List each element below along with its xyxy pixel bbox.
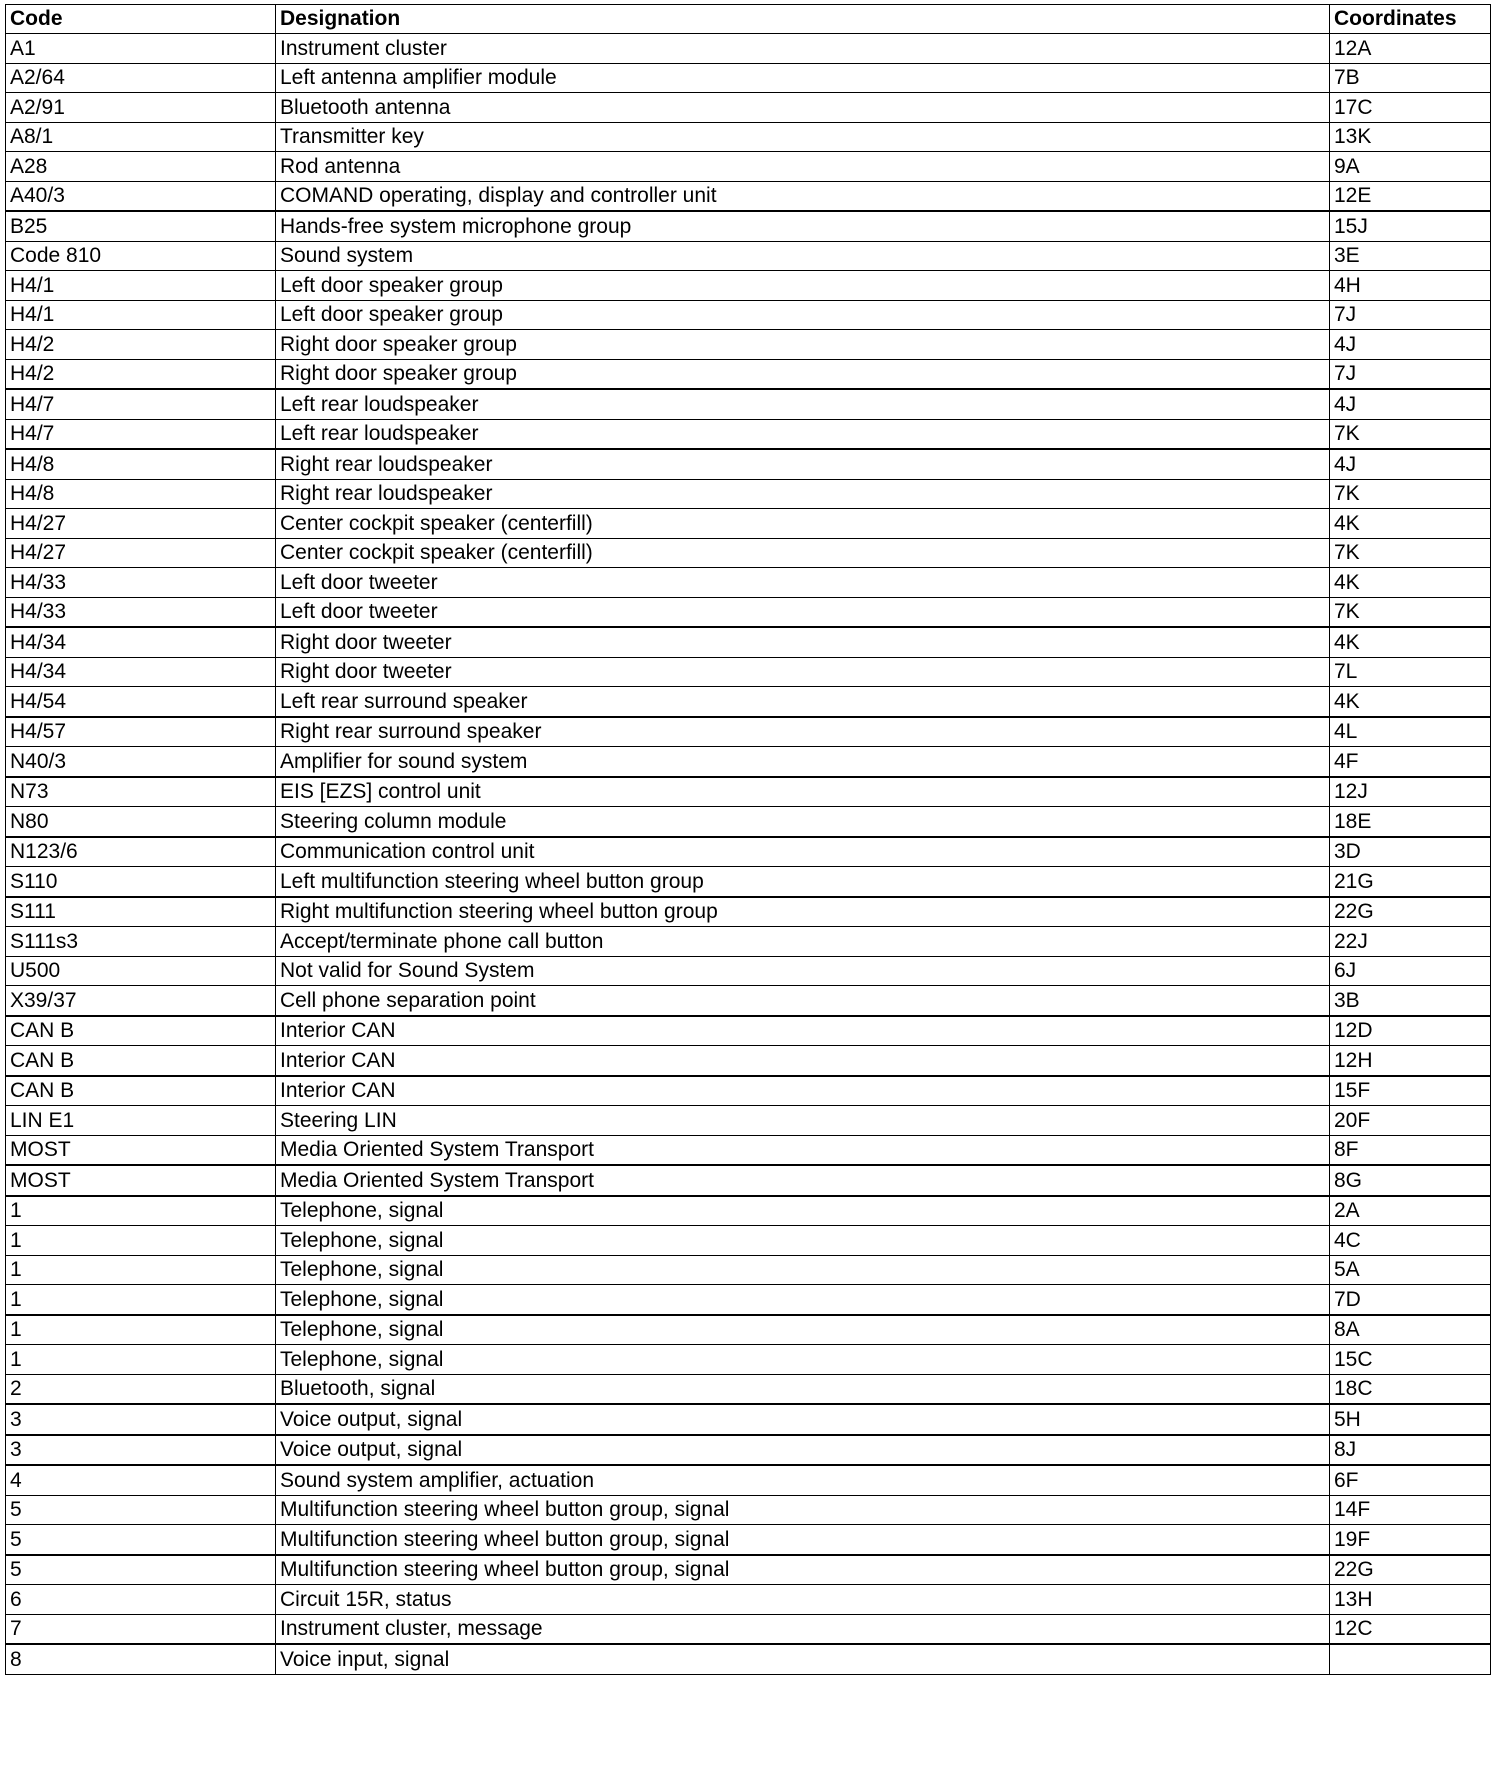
cell-coordinates: 3B [1330,986,1491,1016]
cell-designation: Transmitter key [276,122,1330,152]
cell-coordinates: 13H [1330,1585,1491,1615]
cell-coordinates: 4L [1330,717,1491,747]
table-row [6,449,1491,479]
cell-designation: Center cockpit speaker (centerfill) [276,509,1330,539]
table-row [6,34,1491,64]
table-row [6,1644,1491,1674]
table-row [6,1404,1491,1435]
cell-code: MOST [6,1165,276,1196]
cell-designation: Left door tweeter [276,597,1330,627]
cell-designation: Right rear surround speaker [276,717,1330,747]
cell-code: 1 [6,1345,276,1375]
table-row [6,93,1491,123]
cell-code: X39/37 [6,986,276,1016]
cell-code: 7 [6,1614,276,1644]
table-row [6,1345,1491,1375]
cell-designation: Right door tweeter [276,657,1330,687]
cell-designation: Bluetooth antenna [276,93,1330,123]
cell-coordinates: 20F [1330,1106,1491,1136]
cell-designation: Rod antenna [276,152,1330,182]
table-row [6,1585,1491,1615]
cell-coordinates: 3E [1330,241,1491,271]
cell-coordinates: 4K [1330,509,1491,539]
cell-code: H4/7 [6,419,276,449]
cell-designation: Steering LIN [276,1106,1330,1136]
cell-coordinates: 8A [1330,1315,1491,1345]
cell-code: S111s3 [6,927,276,957]
cell-code: CAN B [6,1016,276,1046]
cell-code: H4/2 [6,359,276,389]
cell-designation: COMAND operating, display and controller unit [276,181,1330,211]
cell-coordinates: 22G [1330,1555,1491,1585]
cell-coordinates: 7K [1330,479,1491,509]
table-row [6,181,1491,211]
cell-coordinates: 14F [1330,1495,1491,1525]
cell-designation: Not valid for Sound System [276,956,1330,986]
cell-code: H4/27 [6,538,276,568]
cell-coordinates: 5A [1330,1255,1491,1285]
table-row [6,687,1491,717]
cell-designation: Left antenna amplifier module [276,63,1330,93]
cell-coordinates: 12H [1330,1046,1491,1076]
table-row [6,211,1491,241]
cell-designation: Left door tweeter [276,568,1330,598]
cell-code: LIN E1 [6,1106,276,1136]
table-row [6,837,1491,867]
table-row [6,1315,1491,1345]
cell-designation: Accept/terminate phone call button [276,927,1330,957]
cell-designation: Communication control unit [276,837,1330,867]
cell-coordinates: 7D [1330,1285,1491,1315]
cell-coordinates: 22J [1330,927,1491,957]
header-row [6,5,1491,34]
cell-code: N123/6 [6,837,276,867]
cell-coordinates: 15C [1330,1345,1491,1375]
cell-coordinates: 4K [1330,687,1491,717]
table-row [6,241,1491,271]
table-row [6,807,1491,837]
cell-coordinates: 12E [1330,181,1491,211]
cell-coordinates: 18E [1330,807,1491,837]
cell-coordinates: 4J [1330,330,1491,360]
table-row [6,986,1491,1016]
cell-code: H4/1 [6,300,276,330]
table-row [6,867,1491,897]
cell-code: Code 810 [6,241,276,271]
cell-coordinates: 12D [1330,1016,1491,1046]
cell-coordinates: 21G [1330,867,1491,897]
table-body [6,34,1491,1675]
table-row [6,1495,1491,1525]
cell-code: 2 [6,1374,276,1404]
cell-designation: Right multifunction steering wheel button group [276,897,1330,927]
cell-code: A2/64 [6,63,276,93]
header-designation: Designation [276,5,1330,34]
cell-code: 1 [6,1255,276,1285]
cell-coordinates: 6J [1330,956,1491,986]
cell-coordinates: 7K [1330,538,1491,568]
cell-code: H4/1 [6,271,276,301]
table-row [6,271,1491,301]
cell-coordinates: 7J [1330,300,1491,330]
cell-designation: Instrument cluster, message [276,1614,1330,1644]
cell-code: A40/3 [6,181,276,211]
cell-designation: EIS [EZS] control unit [276,777,1330,807]
cell-coordinates: 9A [1330,152,1491,182]
cell-designation: Center cockpit speaker (centerfill) [276,538,1330,568]
table-row [6,122,1491,152]
cell-code: H4/8 [6,479,276,509]
table-row [6,63,1491,93]
cell-code: H4/33 [6,568,276,598]
cell-coordinates: 12A [1330,34,1491,64]
cell-coordinates: 4J [1330,449,1491,479]
cell-designation: Multifunction steering wheel button group, signal [276,1555,1330,1585]
cell-code: 5 [6,1525,276,1555]
cell-coordinates: 5H [1330,1404,1491,1435]
cell-coordinates: 4F [1330,747,1491,777]
cell-code: A28 [6,152,276,182]
cell-code: U500 [6,956,276,986]
cell-code: S111 [6,897,276,927]
cell-coordinates: 7L [1330,657,1491,687]
cell-coordinates: 4C [1330,1226,1491,1256]
cell-coordinates: 7K [1330,597,1491,627]
cell-coordinates [1330,1644,1491,1674]
cell-code: 5 [6,1555,276,1585]
cell-code: N73 [6,777,276,807]
header-coordinates: Coordinates [1330,5,1491,34]
table-row [6,419,1491,449]
cell-designation: Interior CAN [276,1046,1330,1076]
cell-code: H4/33 [6,597,276,627]
table-row [6,597,1491,627]
cell-code: A1 [6,34,276,64]
cell-designation: Telephone, signal [276,1345,1330,1375]
cell-designation: Right door speaker group [276,359,1330,389]
cell-coordinates: 8J [1330,1435,1491,1466]
table-row [6,1555,1491,1585]
table-row [6,300,1491,330]
cell-code: 3 [6,1435,276,1466]
cell-code: 6 [6,1585,276,1615]
cell-designation: Left door speaker group [276,300,1330,330]
cell-designation: Steering column module [276,807,1330,837]
table-row [6,1465,1491,1495]
table-row [6,509,1491,539]
cell-designation: Left rear loudspeaker [276,419,1330,449]
cell-designation: Telephone, signal [276,1196,1330,1226]
cell-designation: Sound system [276,241,1330,271]
cell-code: H4/2 [6,330,276,360]
table-row [6,1255,1491,1285]
cell-code: 1 [6,1315,276,1345]
cell-coordinates: 4K [1330,568,1491,598]
cell-code: B25 [6,211,276,241]
cell-designation: Voice input, signal [276,1644,1330,1674]
cell-code: MOST [6,1135,276,1165]
cell-designation: Multifunction steering wheel button group, signal [276,1525,1330,1555]
table-row [6,1614,1491,1644]
cell-designation: Sound system amplifier, actuation [276,1465,1330,1495]
cell-code: 1 [6,1226,276,1256]
cell-coordinates: 13K [1330,122,1491,152]
cell-code: A8/1 [6,122,276,152]
cell-designation: Amplifier for sound system [276,747,1330,777]
table-row [6,359,1491,389]
cell-coordinates: 4H [1330,271,1491,301]
table-row [6,389,1491,419]
table-row [6,1135,1491,1165]
table-row [6,1525,1491,1555]
cell-code: H4/7 [6,389,276,419]
cell-coordinates: 4K [1330,627,1491,657]
cell-designation: Right door speaker group [276,330,1330,360]
cell-coordinates: 7K [1330,419,1491,449]
cell-coordinates: 2A [1330,1196,1491,1226]
cell-code: S110 [6,867,276,897]
cell-designation: Voice output, signal [276,1435,1330,1466]
table-row [6,897,1491,927]
cell-designation: Circuit 15R, status [276,1585,1330,1615]
cell-code: H4/54 [6,687,276,717]
cell-designation: Left door speaker group [276,271,1330,301]
cell-code: N40/3 [6,747,276,777]
table-row [6,538,1491,568]
cell-coordinates: 12C [1330,1614,1491,1644]
table-row [6,1435,1491,1466]
cell-code: 1 [6,1285,276,1315]
table-row [6,330,1491,360]
legend-table [5,4,1491,1675]
cell-code: H4/57 [6,717,276,747]
table-row [6,717,1491,747]
cell-coordinates: 15F [1330,1076,1491,1106]
cell-designation: Left rear surround speaker [276,687,1330,717]
cell-code: 1 [6,1196,276,1226]
cell-designation: Telephone, signal [276,1255,1330,1285]
cell-code: CAN B [6,1076,276,1106]
cell-designation: Telephone, signal [276,1285,1330,1315]
cell-designation: Telephone, signal [276,1226,1330,1256]
table-row [6,568,1491,598]
table-row [6,956,1491,986]
cell-code: H4/34 [6,627,276,657]
cell-coordinates: 6F [1330,1465,1491,1495]
cell-designation: Right rear loudspeaker [276,449,1330,479]
cell-code: A2/91 [6,93,276,123]
cell-code: H4/34 [6,657,276,687]
header-code: Code [6,5,276,34]
cell-designation: Media Oriented System Transport [276,1165,1330,1196]
table-row [6,927,1491,957]
table-row [6,1165,1491,1196]
cell-designation: Telephone, signal [276,1315,1330,1345]
cell-designation: Left rear loudspeaker [276,389,1330,419]
table-row [6,479,1491,509]
table-row [6,1046,1491,1076]
cell-code: N80 [6,807,276,837]
cell-code: 4 [6,1465,276,1495]
cell-designation: Media Oriented System Transport [276,1135,1330,1165]
cell-designation: Bluetooth, signal [276,1374,1330,1404]
cell-coordinates: 8G [1330,1165,1491,1196]
table-row [6,1016,1491,1046]
cell-designation: Left multifunction steering wheel button group [276,867,1330,897]
cell-designation: Voice output, signal [276,1404,1330,1435]
cell-designation: Interior CAN [276,1076,1330,1106]
cell-coordinates: 15J [1330,211,1491,241]
cell-designation: Multifunction steering wheel button group, signal [276,1495,1330,1525]
table-row [6,747,1491,777]
cell-coordinates: 8F [1330,1135,1491,1165]
table-row [6,1226,1491,1256]
table-row [6,1076,1491,1106]
cell-coordinates: 17C [1330,93,1491,123]
cell-code: H4/8 [6,449,276,479]
cell-coordinates: 7B [1330,63,1491,93]
table-row [6,657,1491,687]
cell-coordinates: 22G [1330,897,1491,927]
table-row [6,1196,1491,1226]
cell-code: 5 [6,1495,276,1525]
cell-coordinates: 12J [1330,777,1491,807]
table-row [6,777,1491,807]
cell-coordinates: 18C [1330,1374,1491,1404]
cell-designation: Hands-free system microphone group [276,211,1330,241]
table-row [6,627,1491,657]
table-row [6,152,1491,182]
cell-coordinates: 7J [1330,359,1491,389]
table-row [6,1285,1491,1315]
cell-designation: Right door tweeter [276,627,1330,657]
cell-code: 3 [6,1404,276,1435]
cell-coordinates: 19F [1330,1525,1491,1555]
cell-coordinates: 3D [1330,837,1491,867]
cell-designation: Right rear loudspeaker [276,479,1330,509]
cell-code: CAN B [6,1046,276,1076]
cell-designation: Cell phone separation point [276,986,1330,1016]
cell-code: 8 [6,1644,276,1674]
cell-designation: Instrument cluster [276,34,1330,64]
cell-code: H4/27 [6,509,276,539]
cell-designation: Interior CAN [276,1016,1330,1046]
cell-coordinates: 4J [1330,389,1491,419]
table-row [6,1106,1491,1136]
table-row [6,1374,1491,1404]
